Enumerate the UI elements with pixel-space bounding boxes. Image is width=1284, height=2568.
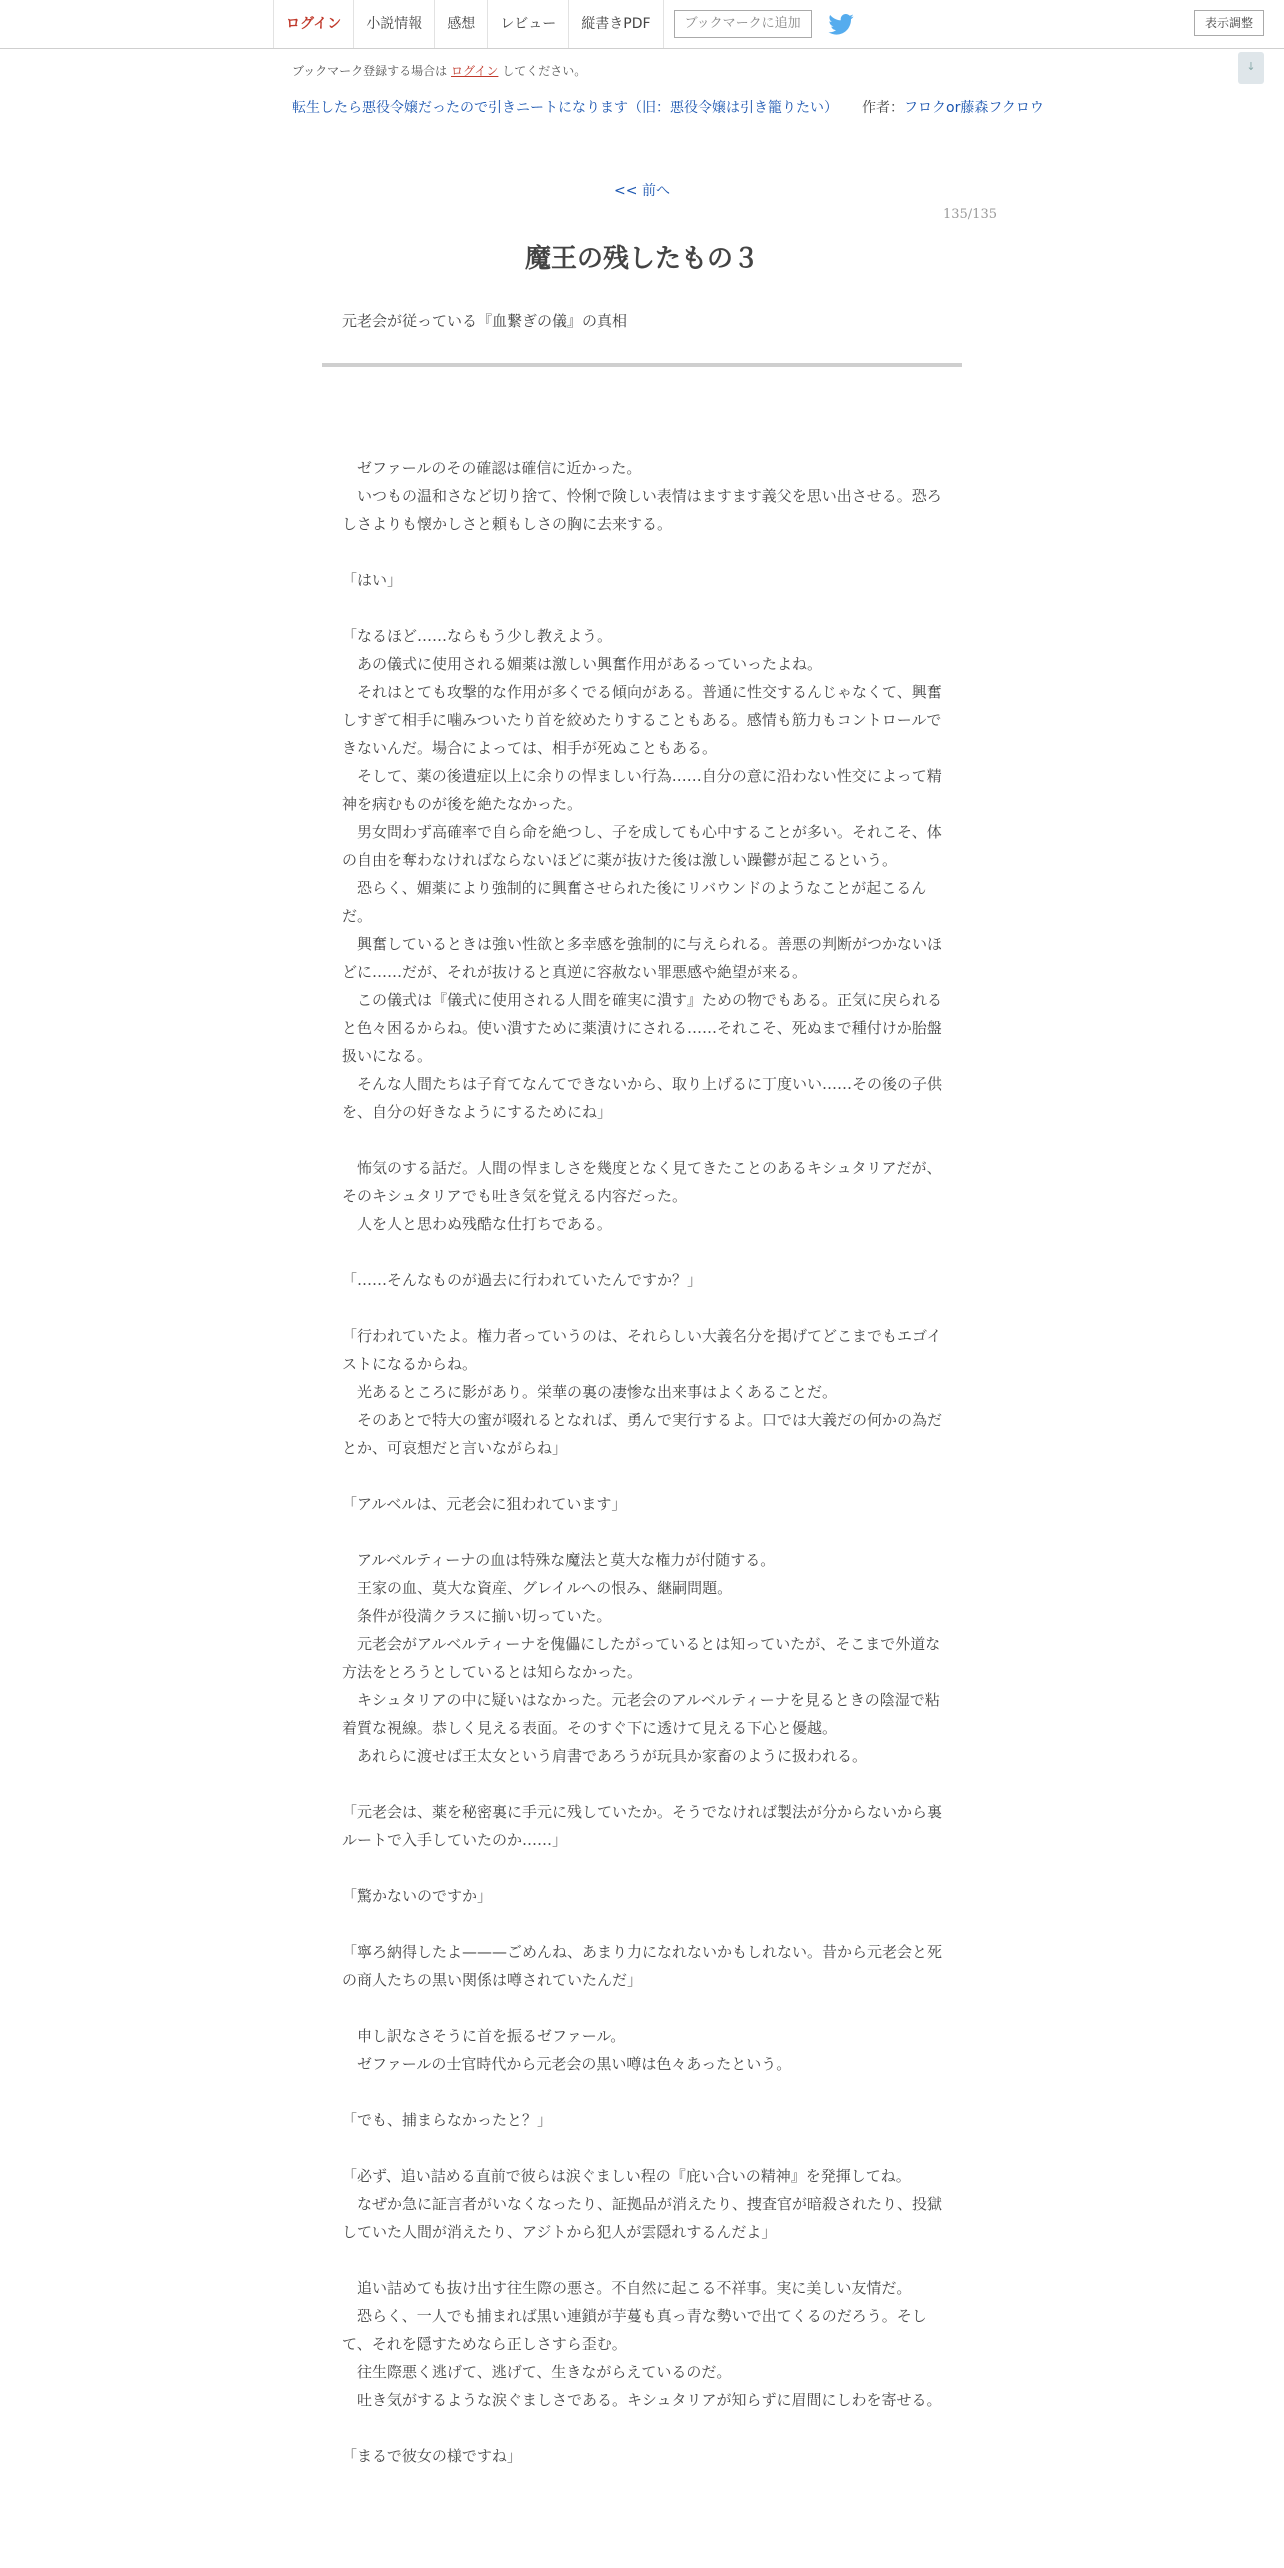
body-paragraph xyxy=(342,1126,942,1154)
body-paragraph: 条件が役満クラスに揃い切っていた。 xyxy=(342,1607,612,1625)
body-paragraph: 申し訳なさそうに首を振るゼファール。 xyxy=(342,2027,626,2045)
main-nav xyxy=(273,0,856,48)
body-paragraph: 王家の血、莫大な資産、グレイルへの恨み、継嗣問題。 xyxy=(342,1579,733,1597)
chapter-title: 魔王の残したもの３ xyxy=(524,244,759,274)
body-paragraph: 「行われていたよ。権力者っていうのは、それらしい大義名分を掲げてどこまでもエゴイストになるからね。 xyxy=(342,1327,942,1373)
body-paragraph: 怖気のする話だ。人間の悍ましさを幾度となく見てきたことのあるキシュタリアだが、そのキシュタリアでも吐き気を覚える内容だった。 xyxy=(342,1159,942,1205)
body-paragraph: 吐き気がするような涙ぐましさである。キシュタリアが知らずに眉間にしわを寄せる。 xyxy=(342,2391,942,2409)
body-paragraph: 「でも、捕まらなかったと？」 xyxy=(342,2111,553,2129)
body-paragraph xyxy=(342,2078,942,2106)
body-paragraph xyxy=(342,1294,942,1322)
body-paragraph xyxy=(342,1462,942,1490)
twitter-icon[interactable] xyxy=(828,13,856,35)
chapter-body xyxy=(342,454,942,2470)
page-counter: 135/135 xyxy=(942,207,997,222)
body-paragraph: 「必ず、追い詰める直前で彼らは涙ぐましい程の『庇い合いの精神』を発揮してね。 xyxy=(342,2167,911,2185)
body-paragraph: 「驚かないのですか」 xyxy=(342,1887,493,1905)
body-paragraph xyxy=(342,1770,942,1798)
body-paragraph: 元老会がアルベルティーナを傀儡にしたがっているとは知っていたが、そこまで外道な方法をとろうとしているとは知らなかった。 xyxy=(342,1635,941,1681)
novel-title-link[interactable]: 転生したら悪役令嬢だったので引きニートになります（旧：悪役令嬢は引き籠りたい） xyxy=(292,100,838,116)
login-note-text: ブックマーク登録する場合は xyxy=(292,64,448,78)
body-paragraph: アルベルティーナの血は特殊な魔法と莫大な権力が付随する。 xyxy=(342,1551,776,1569)
section-divider xyxy=(322,363,962,367)
scroll-down-tab[interactable]: ↓ xyxy=(1238,52,1264,84)
body-paragraph xyxy=(342,2246,942,2274)
body-paragraph: 「まるで彼女の様ですね」 xyxy=(342,2447,522,2465)
body-paragraph: そんな人間たちは子育てなんてできないから、取り上げるに丁度いい……その後の子供を、自分の好きなようにするためにね」 xyxy=(342,1075,943,1121)
body-paragraph xyxy=(342,2134,942,2162)
previous-chapter-link xyxy=(0,180,1284,200)
body-paragraph: 恐らく、媚薬により強制的に興奮させられた後にリバウンドのようなことが起こるんだ。 xyxy=(342,879,927,925)
top-navigation-bar xyxy=(0,0,1284,49)
body-paragraph xyxy=(342,1994,942,2022)
body-paragraph: キシュタリアの中に疑いはなかった。元老会のアルベルティーナを見るときの陰湿で粘着質な視線。恭しく見える表面。そのすぐ下に透けて見える下心と優越。 xyxy=(342,1691,940,1737)
body-paragraph: 光あるところに影があり。栄華の裏の凄惨な出来事はよくあることだ。 xyxy=(342,1383,838,1401)
nav-impressions[interactable]: 感想 xyxy=(434,0,487,48)
body-paragraph: あれらに渡せば王太女という肩書であろうが玩具か家畜のように扱われる。 xyxy=(342,1747,868,1765)
body-paragraph: 「……そんなものが過去に行われていたんですか？」 xyxy=(342,1271,703,1289)
login-note xyxy=(292,62,586,79)
body-paragraph: この儀式は『儀式に使用される人間を確実に潰す』ための物でもある。正気に戻られると色々困るからね。使い潰すために薬漬けにされる……それこそ、死ぬまで種付けか胎盤扱いになる。 xyxy=(342,991,943,1065)
add-bookmark-button[interactable]: ブックマークに追加 xyxy=(674,10,812,38)
body-paragraph: 往生際悪く逃げて、逃げて、生きながらえているのだ。 xyxy=(342,2363,732,2381)
chapter-subtitle: 元老会が従っている『血繋ぎの儀』の真相 xyxy=(342,312,628,330)
body-paragraph: 追い詰めても抜け出す往生際の悪さ。不自然に起こる不祥事。実に美しい友情だ。 xyxy=(342,2279,912,2297)
body-paragraph: 「元老会は、薬を秘密裏に手元に残していたか。そうでなければ製法が分からないから裏ルートで入手していたのか……」 xyxy=(342,1803,943,1849)
body-paragraph: 人を人と思わぬ残酷な仕打ちである。 xyxy=(342,1215,612,1233)
author-line xyxy=(862,96,1044,120)
body-paragraph xyxy=(342,594,942,622)
body-paragraph: 恐らく、一人でも捕まれば黒い連鎖が芋蔓も真っ青な勢いで出てくるのだろう。そして、それを隠すためなら正しさすら歪む。 xyxy=(342,2307,927,2353)
nav-novel-info[interactable]: 小説情報 xyxy=(353,0,434,48)
body-paragraph: 「なるほど……ならもう少し教えよう。 xyxy=(342,627,613,645)
display-settings-button[interactable]: 表示調整 xyxy=(1194,10,1264,36)
body-paragraph: 男女問わず高確率で自ら命を絶つし、子を成しても心中することが多い。それこそ、体の自由を奪わなければならないほどに薬が抜けた後は激しい躁鬱が起こるという。 xyxy=(342,823,942,869)
body-paragraph xyxy=(342,2414,942,2442)
body-paragraph xyxy=(342,1910,942,1938)
body-paragraph xyxy=(342,538,942,566)
body-paragraph: ゼファールの士官時代から元老会の黒い噂は色々あったという。 xyxy=(342,2055,792,2073)
body-paragraph: いつもの温和さなど切り捨て、怜悧で険しい表情はますます義父を思い出させる。恐ろしさよりも懐かしさと頼もしさの胸に去来する。 xyxy=(342,487,942,533)
body-paragraph: 「はい」 xyxy=(342,571,403,589)
body-paragraph: そのあとで特大の蜜が啜れるとなれば、勇んで実行するよ。口では大義だの何かの為だとか、可哀想だと言いながらね」 xyxy=(342,1411,943,1457)
author-label: 作者： xyxy=(862,100,904,116)
body-paragraph: 「アルベルは、元老会に狙われています」 xyxy=(342,1495,627,1513)
body-paragraph: ゼファールのその確認は確信に近かった。 xyxy=(342,459,642,477)
nav-review[interactable]: レビュー xyxy=(487,0,568,48)
author-name-link[interactable]: フロクor藤森フクロウ xyxy=(904,100,1044,116)
body-paragraph: あの儀式に使用される媚薬は激しい興奮作用があるっていったよね。 xyxy=(342,655,823,673)
nav-vertical-pdf[interactable]: 縦書きPDF xyxy=(568,0,663,48)
previous-link-text[interactable]: << 前へ xyxy=(614,183,670,199)
body-paragraph: なぜか急に証言者がいなくなったり、証拠品が消えたり、捜査官が暗殺されたり、投獄していた人間が消えたり、アジトから犯人が雲隠れするんだよ」 xyxy=(342,2195,943,2241)
body-paragraph xyxy=(342,1854,942,1882)
body-paragraph xyxy=(342,1238,942,1266)
body-paragraph: それはとても攻撃的な作用が多くでる傾向がある。普通に性交するんじゃなくて、興奮しすぎて相手に噛みついたり首を絞めたりすることもある。感情も筋力もコントロールできないんだ。場合によっては、相手が死ぬこともある。 xyxy=(342,683,942,757)
body-paragraph: そして、薬の後遺症以上に余りの悍ましい行為……自分の意に沿わない性交によって精神を病むものが後を絶たなかった。 xyxy=(342,767,942,813)
body-paragraph xyxy=(342,1518,942,1546)
login-link[interactable]: ログイン xyxy=(451,64,499,78)
body-paragraph: 「寧ろ納得したよ———ごめんね、あまり力になれないかもしれない。昔から元老会と死の商人たちの黒い関係は噂されていたんだ」 xyxy=(342,1943,943,1989)
nav-login[interactable]: ログイン xyxy=(273,0,353,48)
login-note-suffix: してください。 xyxy=(502,64,587,78)
body-paragraph: 興奮しているときは強い性欲と多幸感を強制的に与えられる。善悪の判断がつかないほどに……だが、それが抜けると真逆に容赦ない罪悪感や絶望が来る。 xyxy=(342,935,943,981)
